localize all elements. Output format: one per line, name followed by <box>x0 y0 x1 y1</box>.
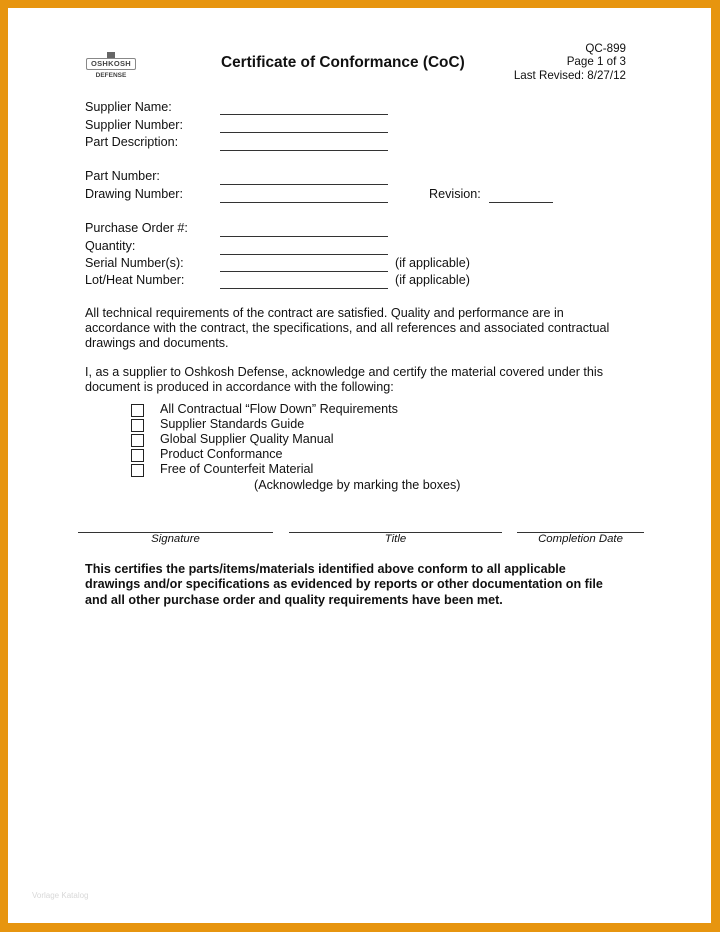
requirements-paragraph <box>85 306 645 351</box>
supplier-name-label: Supplier Name: <box>85 100 172 114</box>
part-description-label: Part Description: <box>85 135 179 149</box>
lot-heat-number-label: Lot/Heat Number: <box>85 273 185 287</box>
purchase-order-label: Purchase Order #: <box>85 221 188 235</box>
revision-field[interactable] <box>489 202 553 203</box>
part-number-label: Part Number: <box>85 169 160 183</box>
acknowledgement-line: document is produced in accordance with the following: <box>85 380 394 394</box>
signature-caption: Signature <box>151 533 200 545</box>
logo-sub-text: DEFENSE <box>95 72 127 79</box>
drawing-number-label: Drawing Number: <box>85 187 183 201</box>
checkbox-label-counterfeit-free: Free of Counterfeit Material <box>160 462 314 476</box>
checkbox-label-product-conformance: Product Conformance <box>160 447 283 461</box>
checkbox-label-flow-down: All Contractual “Flow Down” Requirements <box>160 402 398 416</box>
requirements-line: drawings and documents. <box>85 336 229 350</box>
quantity-label: Quantity: <box>85 239 136 253</box>
revision-label: Revision: <box>429 187 481 201</box>
certification-line: This certifies the parts/items/materials identified above conform to all applicable <box>85 562 566 576</box>
lot-if-applicable: (if applicable) <box>395 273 470 287</box>
serial-numbers-label: Serial Number(s): <box>85 256 184 270</box>
quantity-field[interactable] <box>220 254 388 255</box>
checkbox-counterfeit-free[interactable] <box>131 464 144 477</box>
part-number-field[interactable] <box>220 184 388 185</box>
title-caption: Title <box>384 533 407 545</box>
part-description-field[interactable] <box>220 150 388 151</box>
document-page <box>8 8 711 923</box>
oshkosh-defense-logo <box>86 52 136 88</box>
page-number: Page 1 of 3 <box>566 55 626 68</box>
purchase-order-field[interactable] <box>220 236 388 237</box>
serial-numbers-field[interactable] <box>220 271 388 272</box>
requirements-line: accordance with the contract, the specifications, and all references and associated contractual <box>85 321 610 335</box>
completion-date-caption: Completion Date <box>538 533 623 545</box>
lot-heat-number-field[interactable] <box>220 288 388 289</box>
certification-statement <box>85 562 630 608</box>
watermark: Vorlage Katalog <box>32 891 89 900</box>
supplier-name-field[interactable] <box>220 114 388 115</box>
supplier-number-field[interactable] <box>220 132 388 133</box>
drawing-number-field[interactable] <box>220 202 388 203</box>
supplier-number-label: Supplier Number: <box>85 118 183 132</box>
checkbox-quality-manual[interactable] <box>131 434 144 447</box>
checkbox-product-conformance[interactable] <box>131 449 144 462</box>
checkbox-flow-down[interactable] <box>131 404 144 417</box>
certification-line: drawings and/or specifications as evidenced by reports or other documentation on file <box>85 577 603 592</box>
checkbox-label-quality-manual: Global Supplier Quality Manual <box>160 432 334 446</box>
checkbox-label-standards-guide: Supplier Standards Guide <box>160 417 305 431</box>
document-title: Certificate of Conformance (CoC) <box>221 54 465 71</box>
acknowledgement-line: I, as a supplier to Oshkosh Defense, acknowledge and certify the material covered under this <box>85 365 604 379</box>
serial-if-applicable: (if applicable) <box>395 256 470 270</box>
checkbox-standards-guide[interactable] <box>131 419 144 432</box>
certification-line: and all other purchase order and quality requirements have been met. <box>85 592 503 607</box>
logo-brand-text: OSHKOSH <box>86 58 136 70</box>
checklist-note: (Acknowledge by marking the boxes) <box>254 478 461 492</box>
acknowledgement-paragraph <box>85 365 645 395</box>
requirements-line: All technical requirements of the contract are satisfied. Quality and performance are in <box>85 306 564 320</box>
last-revised: Last Revised: 8/27/12 <box>513 69 626 82</box>
form-id: QC-899 <box>585 42 626 55</box>
